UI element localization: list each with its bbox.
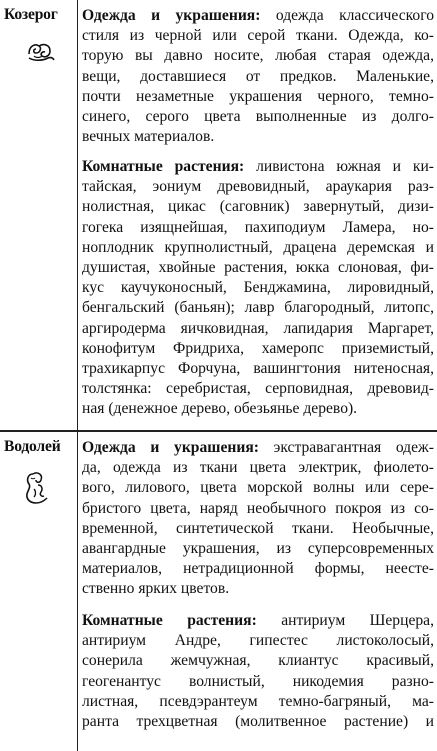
clothing-label: Одежда и украшения: [82,439,259,456]
text-line: стиля из черной или серой ткани. Одежда, ко- [82,27,434,45]
text-line: сонерила жемчужная, клиантус красивый, [82,652,434,670]
text-line: временной, синтетической ткани. Необычные, [82,519,434,537]
text-line: синего, серого цвета выполненные из долго- [82,108,434,126]
plants-label: Комнатные растения: [82,158,245,175]
aquarius-plants [82,611,434,732]
text-line: нолистная, цикас (саговник) завернутый, дизи- [82,198,434,216]
text-line: кус каучуконосный, Бенджамина, лировидный, [82,279,434,297]
text-line: авангардные украшения, из суперсовременных [82,540,434,558]
capricorn-symbol-icon [26,40,56,64]
text-line: антириум Шерцера, [281,612,434,629]
plants-label: Комнатные растения: [82,612,257,629]
text-line: почти незаметные украшения черного, темно- [82,87,434,105]
text-line: гогека изящнейшая, пахиподиум Ламера, но- [82,218,434,236]
sign-name: Водолей [4,438,61,455]
text-line: толстянка: серебристая, серповидная, древовид- [82,380,434,398]
aquarius-clothing [82,438,434,600]
capricorn-plants [82,157,434,420]
text-line: бенгальский (баньян); лавр благородный, литопс, [82,299,434,317]
text-line: трахикарпус Форчуна, вашингтония нитеносная, [82,360,434,378]
aquarius-row [0,432,437,751]
text-line: ранта трехцветная (молитвенное растение) и [82,713,434,731]
text-line: торую вы давно носите, любая старая одежда, [82,47,434,65]
capricorn-clothing [82,6,434,147]
sign-name: Козерог [4,6,58,23]
text-line: вого, лилового, цвета морской волны или сере- [82,479,434,497]
text-line: вечных материалов. [82,128,215,146]
text-line: экстравагантная одеж- [273,439,434,456]
text-line: одежда классического [275,7,434,24]
text-line: бристого цвета, наряд необычного покроя из со- [82,499,434,517]
text-line: тайская, эониум древовидный, араукария раз- [82,178,434,196]
text-line: ливистона южная и ки- [256,158,434,175]
text-line: листная, псевдэрантеум темно-багряный, ма- [82,692,434,710]
text-line: геогенантус волнистый, никодемия разно- [82,672,434,690]
text-line: конофитум Фридриха, хамеропс приземистый, [82,339,434,357]
clothing-label: Одежда и украшения: [82,7,261,24]
text-line: антириум Андре, гипестес листоколосый, [82,632,434,650]
text-line: ная (денежное дерево, обезьянье дерево). [82,400,358,418]
text-line: аргиродерма яичковидная, лапидария Маргарет, [82,319,434,337]
text-line: ноплодник крупнолистный, драцена деремская и [82,238,434,256]
aquarius-symbol-icon [22,468,52,508]
text-line: ственно ярких цветов. [82,580,230,598]
text-line: материалов, нетрадиционной формы, неесте- [82,560,434,578]
text-line: душистая, хвойные растения, юкка слоновая, фи- [82,259,434,277]
text-line: вещи, доставшиеся от предков. Маленькие, [82,67,434,85]
text-line: да, одежда из ткани цвета электрик, фиолето- [82,459,434,477]
